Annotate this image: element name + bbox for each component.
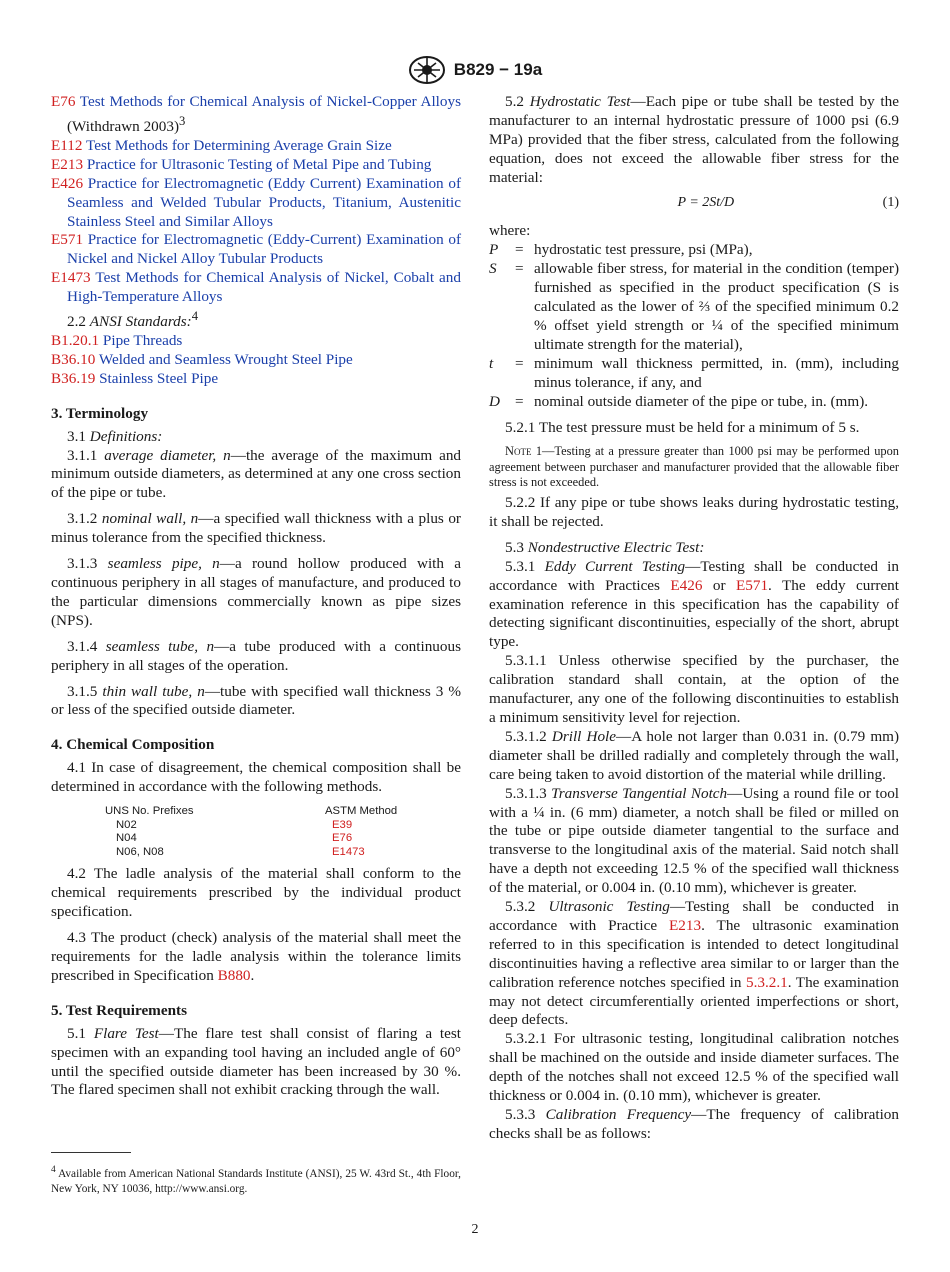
definition: 3.1.5 thin wall tube, n—tube with specified wall thickness 3 % or less of the specified outside diameter.: [51, 682, 462, 719]
method-link[interactable]: E1473: [332, 845, 365, 858]
methods-table: [51, 805, 461, 859]
reference-title-link[interactable]: Pipe Threads: [102, 332, 183, 349]
section-heading: 5. Test Requirements: [51, 1001, 187, 1019]
reference-title-link[interactable]: Stainless Steel Pipe: [99, 369, 219, 387]
variable-definition: D = nominal outside diameter of the pipe or tube, in. (mm).: [489, 392, 869, 410]
variable-list: [489, 241, 899, 411]
paragraph: 5.3 Nondestructive Electric Test:: [505, 538, 705, 556]
footnote: $^4$ Available from American National Standards Institute (ANSI), 25 W. 43rd St., 4th Floor, New York, NY 10036, http://www.ansi.org.: [51, 1165, 461, 1195]
paragraph: 5.3.2 Ultrasonic Testing—Testing shall be conducted in accordance with Practice E213. The ultrasonic examination referred to in this specification is intended to detect longitudinal discontinuities having a reflective area similar to or larger than the calibration reference notches specified in 5.3.2.1. The examination may not detect circumferentially oriented imperfections or short, deep defects.: [489, 898, 899, 1029]
right-column: [489, 93, 899, 1144]
table-row: N06, N08 E1473: [51, 846, 461, 860]
reference-title-link[interactable]: Test Methods for Chemical Analysis of Nickel-Copper Alloys: [79, 93, 461, 110]
reference-link[interactable]: 5.3.2.1: [746, 973, 788, 991]
equation: [489, 194, 899, 213]
reference-code-link[interactable]: B36.19: [51, 369, 96, 387]
section-heading: 3. Terminology: [51, 404, 149, 422]
reference-title-link[interactable]: Welded and Seamless Wrought Steel Pipe: [98, 350, 353, 368]
paragraph: 4.2 The ladle analysis of the material shall conform to the chemical requirements prescribed by the individual product specification.: [51, 865, 461, 921]
astm-references: [51, 93, 461, 307]
reference-link[interactable]: E213: [669, 916, 702, 934]
table-header: UNS No. Prefixes ASTM Method: [105, 805, 398, 818]
document-designation: B829 − 19a: [453, 60, 543, 79]
page-number: 2: [471, 1222, 479, 1237]
reference-item: [51, 156, 461, 175]
paragraph: 5.3.1.3 Transverse Tangential Notch—Using a round file or tool with a ¼ in. (6 mm) diameter, a notch shall be filed or milled on the tube or pipe outside diameter tangential to the surface and transverse to the longitudinal axis of the material. Said notch shall have a depth not exceeding 12.5 % of the specified wall thickness of the material, or 0.004 in. (0.10 mm), whichever is greater.: [489, 784, 900, 897]
astm-logo-icon: [408, 55, 446, 85]
reference-item: [51, 137, 461, 156]
variable-definition: t = minimum wall thickness permitted, in. (mm), including minus tolerance, if any, and: [489, 354, 899, 391]
reference-code-link[interactable]: E213: [51, 155, 84, 173]
reference-code-link[interactable]: E1473: [51, 269, 91, 287]
ansi-heading: 2.2 ANSI Standards:$^4$: [67, 309, 199, 331]
reference-item: [51, 332, 461, 351]
reference-title-link[interactable]: Practice for Electromagnetic (Eddy Current) Examination of Seamless and Welded Tubular Products, Titanium, Austenitic Stainless Steel and Similar Alloys: [67, 174, 462, 230]
reference-item: [51, 269, 461, 307]
reference-code-link[interactable]: B36.10: [51, 350, 96, 368]
reference-code-link[interactable]: E571: [51, 231, 84, 249]
equation-formula: P = 2St/D: [677, 194, 735, 210]
where-label: where:: [489, 222, 531, 240]
note: Note 1—Testing at a pressure greater than 1000 psi may be performed upon agreement between purchaser and manufacturer provided that the allowable fiber stress is not exceeded.: [489, 444, 899, 489]
reference-title-link[interactable]: Practice for Ultrasonic Testing of Metal Pipe and Tubing: [86, 155, 432, 173]
reference-link[interactable]: E426: [670, 576, 703, 594]
table-row: N04 E76: [51, 832, 461, 846]
reference-code-link[interactable]: B1.20.1: [51, 332, 100, 349]
reference-code-link[interactable]: E76: [51, 93, 76, 110]
paragraph: 5.2.1 The test pressure must be held for a minimum of 5 s.: [505, 418, 860, 436]
method-link[interactable]: E76: [332, 832, 353, 845]
reference-item: [51, 370, 461, 389]
reference-link[interactable]: E571: [735, 576, 769, 594]
paragraph: 5.3.1 Eddy Current Testing—Testing shall be conducted in accordance with Practices E426 or E571. The eddy current examination reference in this specification has the capability of detecting significant discontinuities, especially of the short, abrupt type.: [489, 557, 899, 651]
paragraph: 5.3.2.1 For ultrasonic testing, longitudinal calibration notches shall be machined on the outside and inside diameter surfaces. The depth of the notches shall not exceed 12.5 % of the specified wall thickness or 0.004 in. (0.10 mm), whichever is greater.: [489, 1030, 899, 1105]
method-link[interactable]: E39: [332, 818, 353, 831]
reference-item: [51, 93, 461, 137]
definition: 3.1.3 seamless pipe, n—a round hollow produced with a continuous periphery in all stages of manufacture, and produced to the particular dimensions commercially known as pipe sizes (NPS).: [51, 555, 461, 629]
footnote-mark: 3: [179, 113, 186, 128]
reference-code-link[interactable]: E426: [51, 174, 84, 192]
paragraph: 4.3 The product (check) analysis of the material shall meet the requirements for the ladle analysis within the tolerance limits prescribed in Specification B880.: [51, 929, 461, 984]
reference-note: (Withdrawn 2003): [67, 117, 179, 135]
reference-item: [51, 175, 461, 232]
reference-title-link[interactable]: Test Methods for Determining Average Grain Size: [86, 136, 392, 154]
paragraph: 4.1 In case of disagreement, the chemical composition shall be determined in accordance with the following methods.: [51, 759, 461, 796]
table-row: N02 E39: [51, 819, 461, 833]
left-column: [51, 93, 461, 1100]
page-header: [0, 55, 950, 85]
paragraph: 5.3.1.1 Unless otherwise specified by the purchaser, the calibration standard shall contain, at the option of the manufacturer, any one of the following discontinuities to establish a minimum sensitivity level for rejection.: [489, 652, 899, 726]
reference-code-link[interactable]: E112: [51, 136, 83, 154]
reference-title-link[interactable]: Test Methods for Chemical Analysis of Nickel, Cobalt and High-Temperature Alloys: [67, 269, 461, 306]
definition: 3.1.1 average diameter, n—the average of the maximum and minimum outside diameters, as determined at any one cross section of the pipe or tube.: [51, 446, 462, 502]
reference-title-link[interactable]: Practice for Electromagnetic (Eddy-Current) Examination of Nickel and Nickel Alloy Tubular Products: [67, 231, 461, 268]
definition: 3.1.2 nominal wall, n—a specified wall thickness with a plus or minus tolerance from the specified thickness.: [51, 510, 461, 547]
paragraph: 5.2 Hydrostatic Test—Each pipe or tube shall be tested by the manufacturer to an internal hydrostatic pressure of 1000 psi (6.9 MPa) provided that the fiber stress, calculated from the following equation, does not exceed the allowable fiber stress for the material:: [489, 93, 899, 186]
paragraph: 5.3.3 Calibration Frequency—The frequency of calibration checks shall be as follows:: [489, 1106, 899, 1142]
paragraph: 3.1 Definitions:: [67, 427, 163, 445]
reference-item: [51, 351, 461, 370]
ansi-references: [51, 332, 461, 389]
definition: 3.1.4 seamless tube, n—a tube produced with a continuous periphery in all stages of the operation.: [51, 637, 461, 674]
variable-definition: P = hydrostatic test pressure, psi (MPa),: [489, 241, 753, 259]
footnote-divider: [51, 1152, 131, 1153]
paragraph: 5.2.2 If any pipe or tube shows leaks during hydrostatic testing, it shall be rejected.: [489, 494, 899, 530]
reference-link[interactable]: B880: [217, 966, 251, 984]
reference-item: [51, 231, 461, 269]
paragraph: 5.1 Flare Test—The flare test shall consist of flaring a test specimen with an expanding tool having an included angle of 60° until the specified outside diameter has been increased by 30 %. The flared specimen shall not exhibit cracking through the wall.: [51, 1024, 461, 1099]
paragraph: 5.3.1.2 Drill Hole—A hole not larger than 0.031 in. (0.79 mm) diameter shall be drilled radially and completely through the wall, care being taken to avoid distortion of the material while drilling.: [489, 727, 899, 783]
section-heading: 4. Chemical Composition: [51, 736, 215, 754]
equation-number: (1): [882, 194, 899, 210]
variable-definition: S = allowable fiber stress, for material in the condition (temper) furnished as specified in the product specification (S is calculated as the lower of ⅔ of the specified minimum 0.2 % offset yield strength or ¼ of the specified minimum ultimate strength for the material),: [489, 260, 899, 353]
